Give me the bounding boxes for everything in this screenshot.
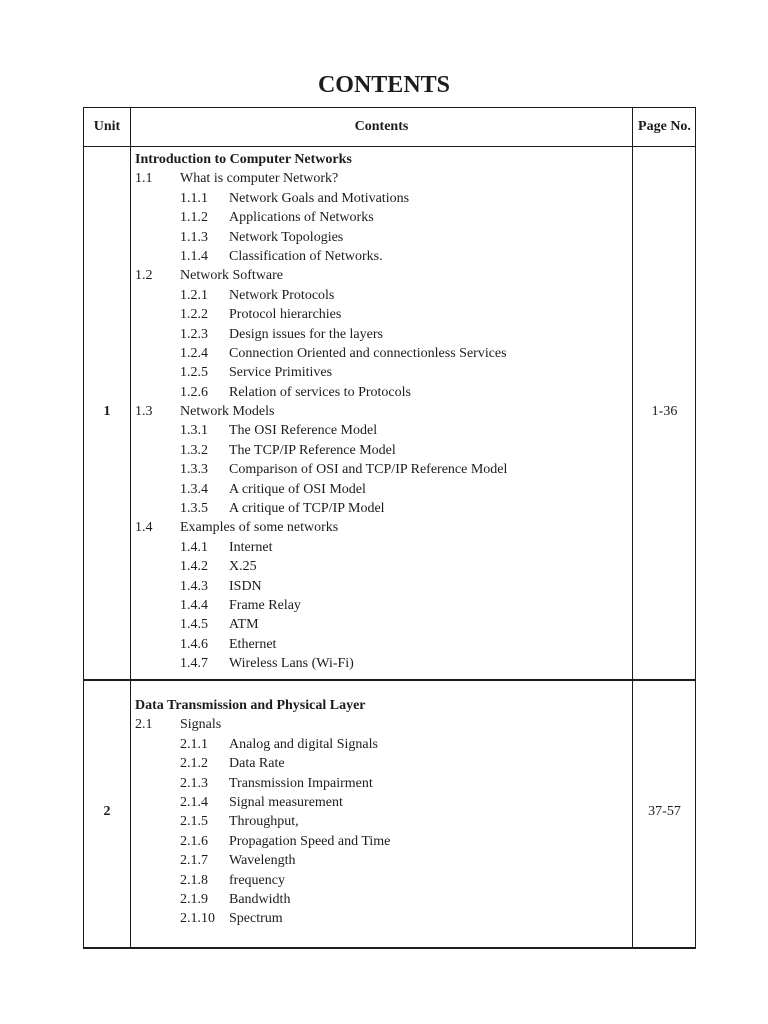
subsection-entry	[135, 363, 352, 382]
column-divider-unit	[130, 107, 131, 949]
entry-number: 2.1.1	[180, 736, 208, 752]
header-unit: Unit	[93, 119, 121, 134]
subsection-entry	[135, 557, 352, 576]
entry-number: 1.3	[135, 404, 153, 420]
entry-text: Applications of Networks	[229, 210, 374, 226]
entry-text: Frame Relay	[229, 597, 301, 613]
entry-text: Throughput,	[229, 814, 299, 830]
subsection-entry	[135, 832, 391, 851]
entry-number: 1.3.3	[180, 462, 208, 478]
entry-text: Data Rate	[229, 756, 285, 772]
section-entry	[135, 715, 366, 734]
entry-number: 1.3.1	[180, 423, 208, 439]
subsection-entry	[135, 909, 366, 928]
page-title: CONTENTS	[317, 72, 451, 98]
subsection-entry	[135, 793, 366, 812]
table-left-border	[83, 107, 84, 949]
entry-text: Network Software	[180, 268, 284, 284]
unit-heading: Data Transmission and Physical Layer	[135, 698, 366, 713]
subsection-entry	[135, 615, 352, 634]
entry-number: 1.1.4	[180, 248, 208, 264]
entry-number: 1.4.7	[180, 656, 208, 672]
subsection-entry	[135, 286, 352, 305]
entry-number: 1.4.3	[180, 578, 208, 594]
header-bottom-border	[83, 146, 696, 147]
entry-number: 1.2	[135, 268, 153, 284]
entry-text: Transmission Impairment	[229, 775, 373, 791]
entry-number: 1.4.1	[180, 539, 208, 555]
entry-text: Signal measurement	[229, 794, 343, 810]
entry-text: Ethernet	[229, 636, 277, 652]
entry-number: 2.1.10	[180, 911, 215, 927]
entry-text: Bandwidth	[229, 891, 291, 907]
contents-block	[135, 696, 391, 929]
entry-text: frequency	[229, 872, 285, 888]
subsection-entry	[135, 890, 366, 909]
subsection-entry	[135, 325, 383, 344]
entry-number: 2.1.7	[180, 853, 208, 869]
subsection-entry	[135, 654, 352, 673]
entry-number: 2.1.3	[180, 775, 208, 791]
entry-number: 2.1.5	[180, 814, 208, 830]
entry-text: The OSI Reference Model	[229, 423, 378, 439]
page-range: 1-36	[651, 404, 678, 419]
subsection-entry	[135, 596, 352, 615]
entry-text: A critique of TCP/IP Model	[229, 501, 385, 517]
table-right-border	[695, 107, 696, 949]
entry-number: 1.1.3	[180, 229, 208, 245]
entry-number: 2.1.9	[180, 891, 208, 907]
subsection-entry	[135, 228, 352, 247]
entry-text: Protocol hierarchies	[229, 307, 342, 323]
entry-text: Propagation Speed and Time	[229, 833, 391, 849]
entry-number: 1.2.6	[180, 384, 208, 400]
subsection-entry	[135, 871, 366, 890]
entry-number: 1.4	[135, 520, 153, 536]
entry-text: What is computer Network?	[180, 171, 339, 187]
entry-number: 1.4.2	[180, 559, 208, 575]
entry-number: 1.4.4	[180, 597, 208, 613]
section-entry	[135, 402, 352, 421]
subsection-entry	[135, 441, 396, 460]
entry-text: Analog and digital Signals	[229, 736, 378, 752]
page-range: 37-57	[648, 804, 681, 819]
subsection-entry	[135, 421, 378, 440]
subsection-entry	[135, 851, 366, 870]
entry-number: 1.2.1	[180, 287, 208, 303]
entry-text: Wavelength	[229, 853, 296, 869]
section-entry	[135, 169, 352, 188]
subsection-entry	[135, 247, 383, 266]
entry-number: 1.2.2	[180, 307, 208, 323]
subsection-entry	[135, 305, 352, 324]
contents-block	[135, 150, 508, 674]
column-divider-page	[632, 107, 633, 949]
subsection-entry	[135, 735, 378, 754]
entry-text: Comparison of OSI and TCP/IP Reference Model	[229, 462, 508, 478]
unit-number: 1	[103, 404, 111, 419]
entry-text: ISDN	[229, 578, 262, 594]
entry-number: 1.4.6	[180, 636, 208, 652]
header-contents: Contents	[354, 119, 409, 134]
entry-number: 1.3.2	[180, 442, 208, 458]
entry-text: Spectrum	[229, 911, 283, 927]
entry-number: 1.2.4	[180, 345, 208, 361]
entry-text: Network Goals and Motivations	[229, 190, 410, 206]
entry-text: Network Topologies	[229, 229, 344, 245]
entry-number: 1.3.4	[180, 481, 208, 497]
entry-number: 1.4.5	[180, 617, 208, 633]
subsection-entry	[135, 344, 507, 363]
entry-number: 1.1.2	[180, 210, 208, 226]
entry-number: 1.2.5	[180, 365, 208, 381]
entry-number: 1.3.5	[180, 501, 208, 517]
subsection-entry	[135, 383, 411, 402]
entry-text: Classification of Networks.	[229, 248, 383, 264]
entry-number: 1.2.3	[180, 326, 208, 342]
subsection-entry	[135, 480, 366, 499]
entry-text: Signals	[180, 717, 222, 733]
row-divider	[83, 679, 696, 681]
entry-number: 2.1.6	[180, 833, 208, 849]
entry-number: 2.1.2	[180, 756, 208, 772]
table-bottom-border	[83, 947, 696, 949]
entry-text: The TCP/IP Reference Model	[229, 442, 396, 458]
entry-text: Network Models	[180, 404, 275, 420]
entry-text: Service Primitives	[229, 365, 333, 381]
entry-text: Examples of some networks	[180, 520, 339, 536]
entry-text: Network Protocols	[229, 287, 335, 303]
unit-number: 2	[103, 804, 111, 819]
entry-number: 2.1.4	[180, 794, 208, 810]
subsection-entry	[135, 499, 385, 518]
entry-text: A critique of OSI Model	[229, 481, 366, 497]
subsection-entry	[135, 577, 352, 596]
section-entry	[135, 518, 352, 537]
entry-number: 1.1.1	[180, 190, 208, 206]
subsection-entry	[135, 538, 352, 557]
subsection-entry	[135, 189, 410, 208]
subsection-entry	[135, 208, 374, 227]
entry-number: 2.1.8	[180, 872, 208, 888]
entry-text: ATM	[229, 617, 259, 633]
entry-number: 2.1	[135, 717, 153, 733]
entry-text: Connection Oriented and connectionless Services	[229, 345, 507, 361]
subsection-entry	[135, 812, 366, 831]
subsection-entry	[135, 460, 508, 479]
entry-text: X.25	[229, 559, 257, 575]
header-page-no: Page No.	[638, 119, 691, 134]
entry-text: Wireless Lans (Wi-Fi)	[229, 656, 354, 672]
subsection-entry	[135, 754, 366, 773]
unit-heading: Introduction to Computer Networks	[135, 152, 352, 167]
entry-text: Relation of services to Protocols	[229, 384, 411, 400]
entry-number: 1.1	[135, 171, 153, 187]
section-entry	[135, 266, 352, 285]
entry-text: Internet	[229, 539, 273, 555]
subsection-entry	[135, 774, 373, 793]
entry-text: Design issues for the layers	[229, 326, 383, 342]
subsection-entry	[135, 635, 352, 654]
